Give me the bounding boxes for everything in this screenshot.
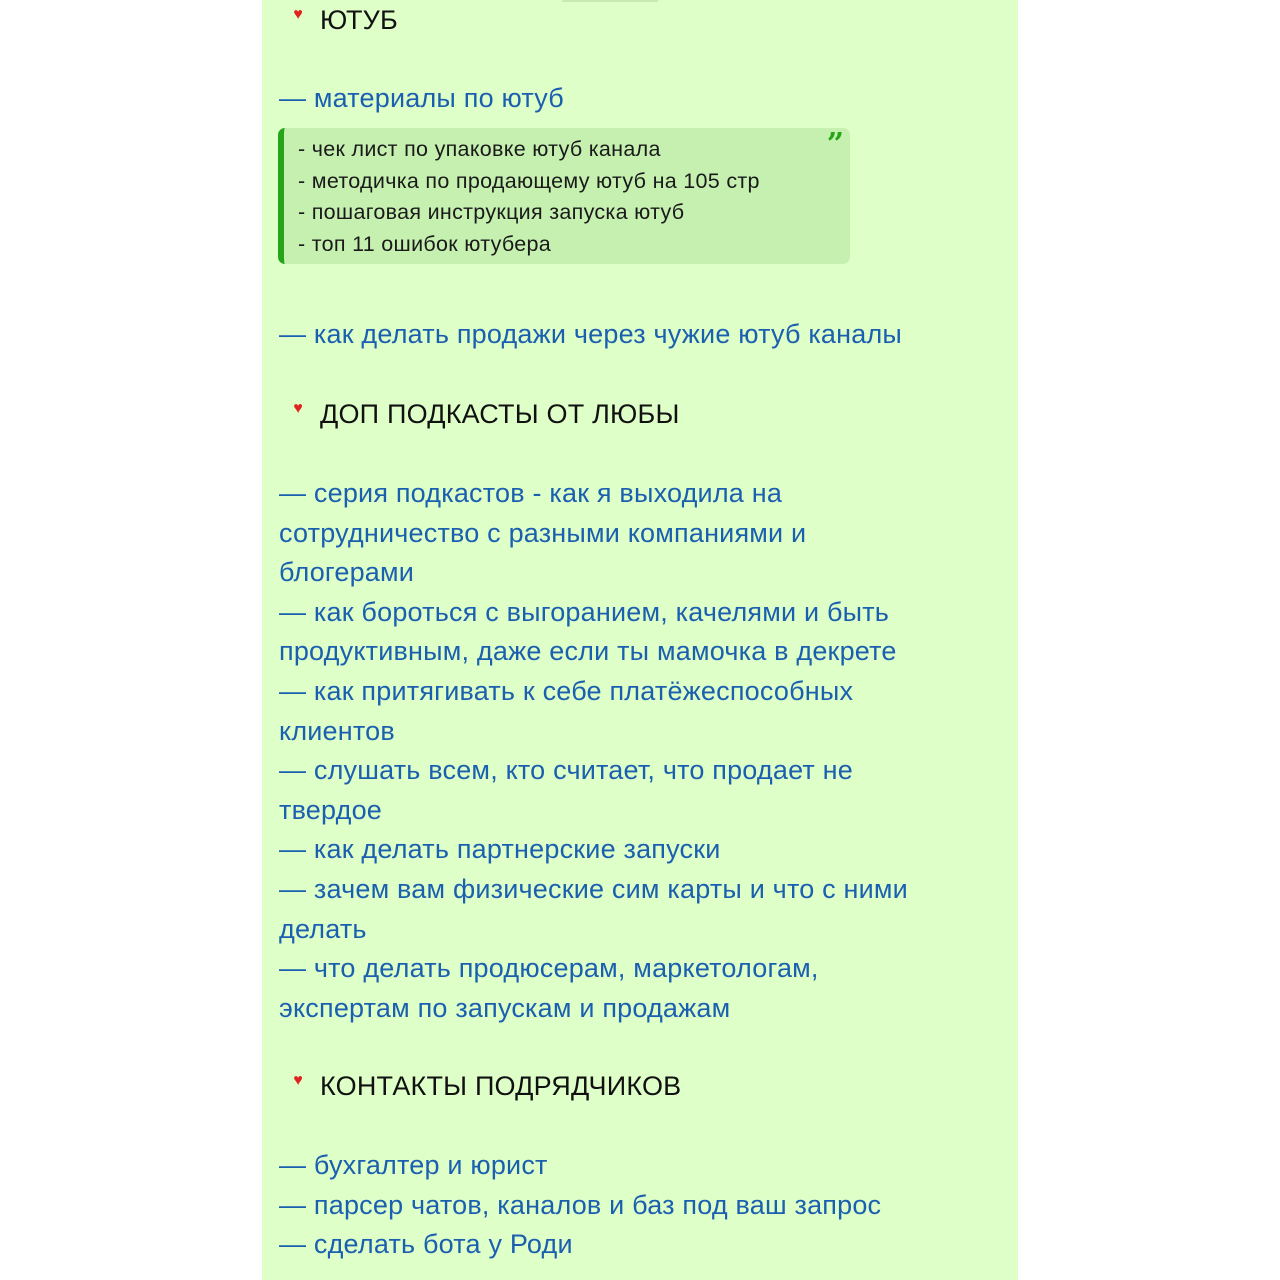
quote-line: - методичка по продающему ютуб на 105 стр xyxy=(298,168,760,193)
link-podcast-sim-cards[interactable]: — зачем вам физические сим карты и что с ними xyxy=(279,873,908,904)
link-accountant-lawyer[interactable]: — бухгалтер и юрист xyxy=(279,1150,548,1180)
link-podcast-listen[interactable]: — слушать всем, кто считает, что продает не xyxy=(279,755,854,786)
heart-icon: ♥ xyxy=(293,6,303,23)
contacts-links xyxy=(279,1146,999,1265)
quote-icon: ” xyxy=(826,127,844,162)
quote-line: - чек лист по упаковке ютуб канала xyxy=(298,137,661,161)
quote-line: - пошаговая инструкция запуска ютуб xyxy=(298,200,685,224)
heart-icon: ♥ xyxy=(293,400,303,417)
youtube-materials-link-block xyxy=(279,79,999,119)
link-podcast-collaboration[interactable]: сотрудничество с разными компаниями и xyxy=(279,517,807,548)
youtube-sales-link-block xyxy=(279,315,999,355)
link-podcast-collaboration[interactable]: блогерами xyxy=(279,557,415,588)
link-podcast-producers[interactable]: экспертам по запускам и продажам xyxy=(279,992,731,1023)
section-heading-youtube xyxy=(288,0,398,40)
link-podcast-clients[interactable]: — как притягивать к себе платёжеспособных xyxy=(279,675,854,706)
podcasts-links xyxy=(279,474,999,1028)
quote-block xyxy=(278,128,850,264)
link-podcast-burnout[interactable]: продуктивным, даже если ты мамочка в декрете xyxy=(279,636,897,667)
top-divider xyxy=(562,0,658,2)
section-title: КОНТАКТЫ ПОДРЯДЧИКОВ xyxy=(320,1070,682,1101)
section-title: ДОП ПОДКАСТЫ ОТ ЛЮБЫ xyxy=(320,398,680,429)
heart-icon: ♥ xyxy=(293,1072,303,1089)
link-parser[interactable]: — парсер чатов, каналов и баз под ваш запрос xyxy=(279,1189,882,1220)
section-heading-podcasts xyxy=(288,394,680,434)
link-podcast-clients[interactable]: клиентов xyxy=(279,715,395,746)
link-podcast-producers[interactable]: — что делать продюсерам, маркетологам, xyxy=(279,953,819,984)
link-podcast-partner-launches[interactable]: — как делать партнерские запуски xyxy=(279,834,721,865)
section-heading-contacts xyxy=(288,1066,681,1106)
link-podcast-burnout[interactable]: — как бороться с выгоранием, качелями и быть xyxy=(279,596,890,627)
link-podcast-sim-cards[interactable]: делать xyxy=(279,913,367,944)
link-bot[interactable]: — сделать бота у Роди xyxy=(279,1229,573,1260)
link-podcast-collaboration[interactable]: — серия подкастов - как я выходила на xyxy=(279,478,783,508)
link-youtube-sales[interactable]: — как делать продажи через чужие ютуб каналы xyxy=(279,319,903,349)
quote-line: - топ 11 ошибок ютубера xyxy=(298,231,552,256)
link-podcast-listen[interactable]: твердое xyxy=(279,794,383,825)
section-title: ЮТУБ xyxy=(320,4,398,35)
link-youtube-materials[interactable]: — материалы по ютуб xyxy=(279,83,564,113)
